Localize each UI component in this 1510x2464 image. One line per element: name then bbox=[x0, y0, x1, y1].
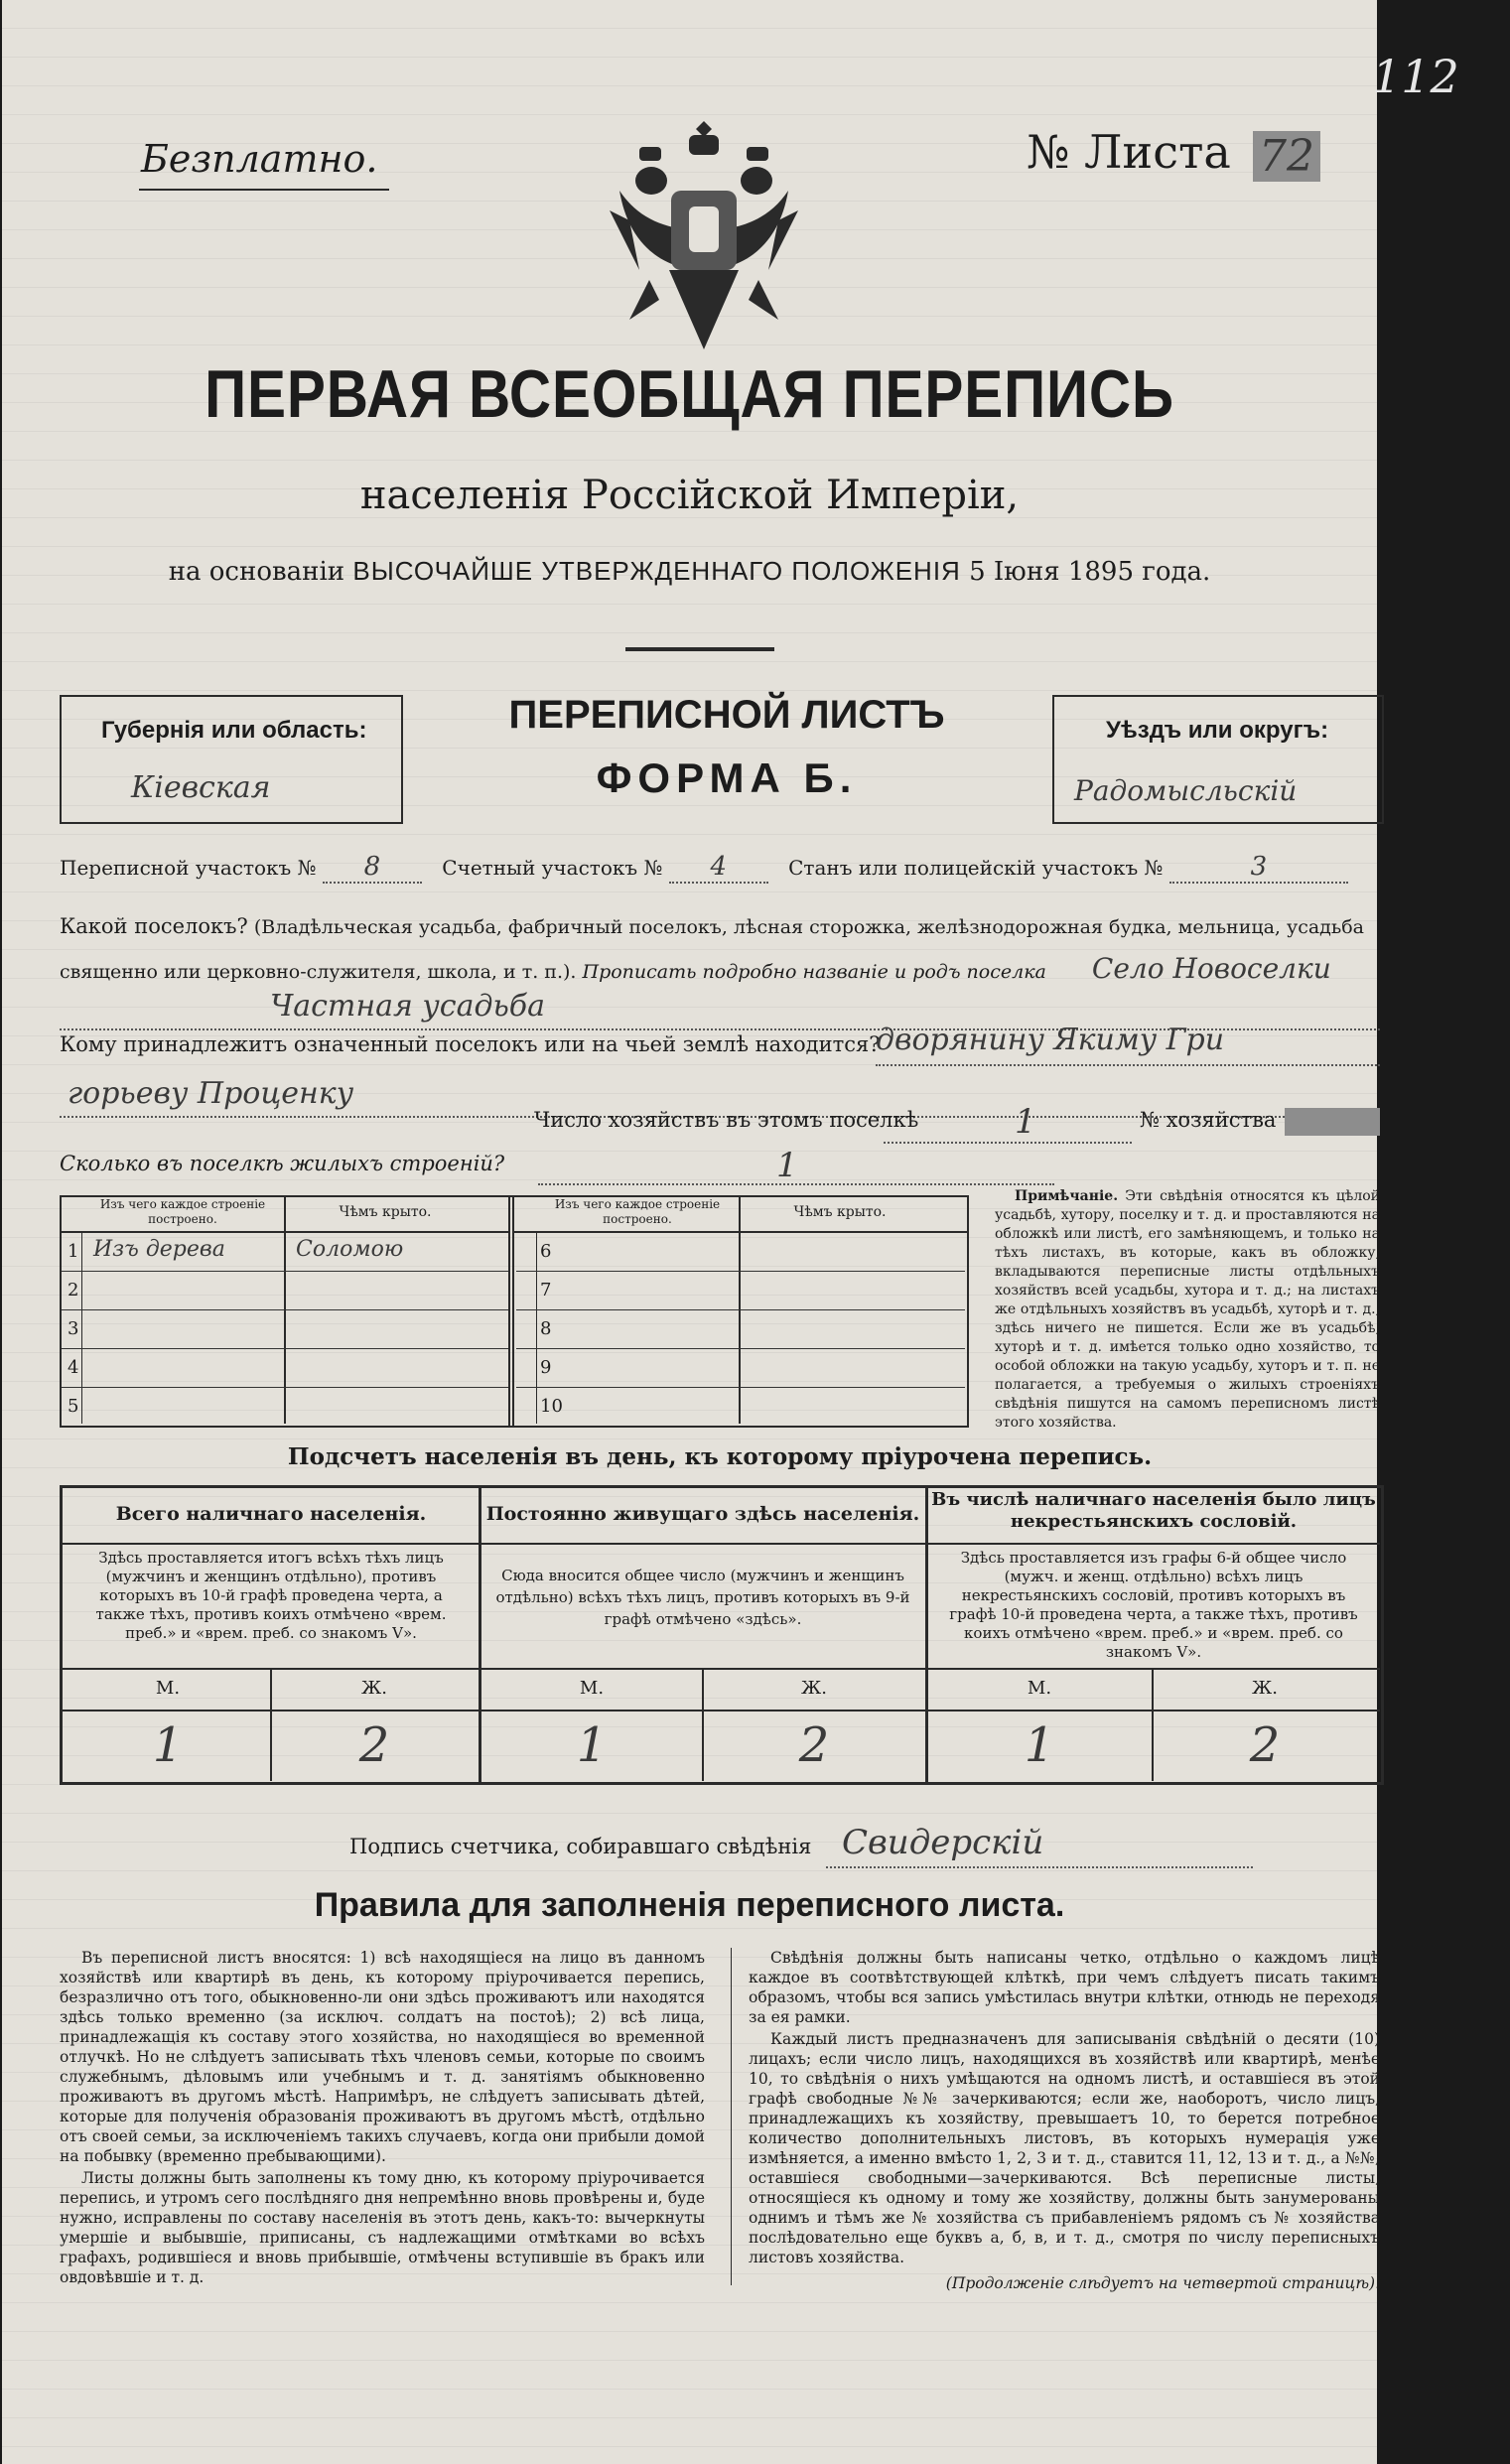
count-district-label: Счетный участокъ № bbox=[442, 856, 663, 880]
gubernia-label: Губернія или область: bbox=[101, 717, 367, 744]
rules-left-column bbox=[60, 1948, 705, 2289]
pop-col-desc: Здѣсь проставляется изъ графы 6-й общее число (мужч. и женщ. отдѣльно) всѣхъ лицъ некрестьянскихъ сословій, противъ которыхъ въ графѣ 10-й проведена черта, а также тѣхъ, противъ коихъ отмѣчено «врем. преб.» и «врем. преб. со знакомъ V». bbox=[949, 1549, 1358, 1661]
household-number-label: № хозяйства bbox=[1140, 1108, 1277, 1132]
male-label: М. bbox=[155, 1678, 181, 1699]
pop-col-desc: Сюда вносится общее число (мужчинъ и женщинъ отдѣльно) всѣхъ тѣхъ лицъ, противъ которыхъ въ 9-й графѣ отмѣчено «здѣсь». bbox=[495, 1567, 910, 1628]
female-label: Ж. bbox=[361, 1678, 387, 1699]
row-number: 2 bbox=[68, 1280, 79, 1300]
row-roof[interactable]: Соломою bbox=[296, 1237, 404, 1262]
census-district-label: Переписной участокъ № bbox=[60, 856, 317, 880]
row-number: 1 bbox=[68, 1241, 79, 1262]
population-heading: Подсчетъ населенія въ день, къ которому пріурочена перепись. bbox=[287, 1443, 1153, 1470]
resident-female-value[interactable]: 2 bbox=[798, 1717, 830, 1773]
female-label: Ж. bbox=[801, 1678, 827, 1699]
census-form-page bbox=[2, 0, 1459, 2464]
pop-col-title: Въ числѣ наличнаго населенія было лицъ некрестьянскихъ сословій. bbox=[931, 1489, 1376, 1532]
household-number-redaction bbox=[1285, 1108, 1380, 1136]
owner-value-1[interactable]: дворянину Якиму Гри bbox=[876, 1023, 1225, 1057]
rules-right-paragraph-1: Свѣдѣнія должны быть написаны четко, отдѣльно о каждомъ лицѣ каждое въ соотвѣтствующей клѣткѣ, при чемъ слѣдуетъ писать такимъ образомъ, чтобы вся запись умѣстилась внутри клѣтки, отнюдь не переходя за ея рамки. bbox=[749, 1949, 1380, 2026]
row-number: 6 bbox=[540, 1241, 552, 1262]
settlement-block bbox=[60, 905, 1380, 993]
signature-value[interactable]: Свидерскій bbox=[842, 1823, 1044, 1862]
male-label: М. bbox=[579, 1678, 605, 1699]
pop-mf-sep-2 bbox=[702, 1668, 704, 1781]
settlement-hint: (Владѣльческая усадьба, фабричный поселокъ, лѣсная сторожка, желѣзнодорожная будка, мельница, усадьба священно или церковно-служителя, школа, и т. п.). bbox=[60, 916, 1364, 983]
pop-col-sep-2 bbox=[925, 1485, 928, 1783]
stan-value[interactable]: 3 bbox=[1169, 852, 1348, 884]
nonpeasant-male-value[interactable]: 1 bbox=[1024, 1717, 1055, 1773]
row-number: 8 bbox=[540, 1318, 552, 1339]
row-material[interactable]: Изъ дерева bbox=[93, 1237, 225, 1262]
free-label-underline bbox=[139, 189, 389, 191]
row-number: 9 bbox=[540, 1357, 552, 1378]
form-name: ФОРМА Б. bbox=[596, 754, 858, 801]
total-male-value[interactable]: 1 bbox=[152, 1717, 184, 1773]
col-material-left: Изъ чего каждое строеніе построено. bbox=[99, 1197, 266, 1226]
col-material-right: Изъ чего каждое строеніе построено. bbox=[554, 1197, 721, 1226]
rules-left-paragraph-2: Листы должны быть заполнены къ тому дню, къ которому пріурочивается перепись, и утромъ сего послѣдняго дня непремѣнно вновь провѣрены и, буде нужно, исправлены по составу населенія въ этотъ день, какъ-то: вычеркнуты умершіе и выбывшіе, приписаны, съ надлежащими отмѣтками во всѣхъ графахъ, родившіеся и вновь прибывшіе, отмѣчены вступившіе въ бракъ или овдовѣвшіе и т. д. bbox=[60, 2169, 705, 2286]
imperial-eagle-icon bbox=[610, 121, 798, 359]
rules-right-paragraph-2: Каждый листъ предназначенъ для записыванія свѣдѣній о десяти (10) лицахъ; если число лицъ, находящихся въ хозяйствѣ или квартирѣ, менѣе 10, то свѣдѣнія о нихъ умѣщаются на одномъ листѣ, и оставшіеся въ этой графѣ свободные №№ зачеркиваются; если же, наоборотъ, число лицъ, принадлежащихъ къ хозяйству, превышаетъ 10, то берется потребное количество дополнительныхъ листовъ, въ которыхъ нумерація уже измѣняется, а именно вмѣсто 1, 2, 3 и т. д., ставится 11, 12, 13 и т. д., а №№, оставшіеся свободными—зачеркиваются. Всѣ переписные листы, относящіеся къ одному и тому же хозяйству, должны быть занумерованы однимъ и тѣмъ же № хозяйства съ прибавленіемъ рядомъ съ № хозяйства послѣдовательно еще буквъ а, б, в, и т. д., смотря по числу переписныхъ листовъ хозяйства. bbox=[749, 2030, 1380, 2266]
row-number: 7 bbox=[540, 1280, 552, 1300]
uezd-label: Уѣздъ или округъ: bbox=[1106, 717, 1329, 744]
basis-suffix: 5 Іюня 1895 года. bbox=[969, 557, 1211, 587]
right-rows bbox=[516, 1233, 965, 1426]
table-row bbox=[516, 1272, 965, 1310]
corner-number: 112 bbox=[1372, 50, 1459, 103]
settlement-value-1[interactable]: Село Новоселки bbox=[1091, 952, 1331, 985]
col-roof-left: Чѣмъ крыто. bbox=[339, 1204, 432, 1220]
settlement-instruction: Прописать подробно названіе и родъ поселка bbox=[582, 961, 1046, 983]
signature-line bbox=[826, 1866, 1253, 1868]
table-row bbox=[516, 1388, 965, 1426]
owner-question: Кому принадлежитъ означенный поселокъ или на чьей землѣ находится? bbox=[60, 1032, 881, 1056]
left-rows bbox=[62, 1233, 508, 1426]
basis-line bbox=[2, 556, 1377, 587]
rules-right-column bbox=[749, 1948, 1380, 2293]
households-label: Число хозяйствъ въ этомъ поселкѣ bbox=[534, 1108, 919, 1132]
basis-prefix: на основаніи bbox=[168, 557, 345, 587]
form-subtitle: населенія Россійской Имперіи, bbox=[359, 473, 1020, 518]
row-number: 10 bbox=[540, 1396, 563, 1417]
table-row bbox=[516, 1349, 965, 1388]
table-row bbox=[62, 1349, 508, 1388]
pop-col-sep-1 bbox=[479, 1485, 481, 1783]
table-row bbox=[62, 1310, 508, 1349]
resident-male-value[interactable]: 1 bbox=[576, 1717, 608, 1773]
male-label: М. bbox=[1027, 1678, 1052, 1699]
pop-col-desc: Здѣсь проставляется итогъ всѣхъ тѣхъ лицъ (мужчинъ и женщинъ отдѣльно), противъ которыхъ въ 10-й графѣ проведена черта, а также тѣхъ, противъ коихъ отмѣчено «врем. преб.» и «врем. преб. со знакомъ V». bbox=[95, 1549, 447, 1642]
form-title-box: ПЕРЕПИСНОЙ ЛИСТЪ bbox=[508, 693, 945, 737]
uezd-value[interactable]: Радомысльскій bbox=[1074, 774, 1298, 807]
pop-mf-line-bottom bbox=[62, 1710, 1380, 1711]
settlement-value-2[interactable]: Частная усадьба bbox=[270, 989, 546, 1024]
row-number: 5 bbox=[68, 1396, 79, 1417]
table-row bbox=[516, 1310, 965, 1349]
gubernia-value[interactable]: Кіевская bbox=[131, 770, 271, 805]
note-block bbox=[995, 1187, 1380, 1433]
households-line bbox=[884, 1142, 1132, 1144]
nonpeasant-female-value[interactable]: 2 bbox=[1249, 1717, 1281, 1773]
col-roof-right: Чѣмъ крыто. bbox=[793, 1204, 887, 1220]
sheet-number-label: № Листа bbox=[1027, 125, 1231, 179]
title-divider bbox=[625, 647, 774, 651]
total-female-value[interactable]: 2 bbox=[358, 1717, 390, 1773]
female-label: Ж. bbox=[1252, 1678, 1278, 1699]
pop-title-line bbox=[62, 1543, 1380, 1545]
buildings-label: Сколько въ поселкѣ жилыхъ строеній? bbox=[60, 1152, 505, 1175]
bleed-through-header bbox=[62, 199, 1303, 213]
table-row bbox=[516, 1233, 965, 1272]
count-district-value[interactable]: 4 bbox=[669, 852, 768, 884]
sheet-number-value: 72 bbox=[1253, 131, 1320, 182]
settlement-question: Какой поселокъ? bbox=[60, 914, 248, 938]
note-label: Примѣчаніе. bbox=[1015, 1188, 1119, 1204]
note-text: Эти свѣдѣнія относятся къ цѣлой усадьбѣ, хутору, поселку и т. д. и проставляются на обложкѣ или листѣ, его замѣняющемъ, и только на тѣхъ листахъ, въ которые, какъ въ обложку, вкладываются переписные листы отдѣльныхъ хозяйствъ всей усадьбы, хутора и т. д.; на листахъ же отдѣльныхъ хозяйствъ въ усадьбѣ, хуторѣ и т. д., здѣсь ничего не пишется. Если же въ усадьбѣ, хуторѣ и т. д. имѣется только одно хозяйство, то особой обложки на такую усадьбу, хуторъ и т. п. не полагается, а требуемыя о жилыхъ строеніяхъ свѣдѣнія пишутся на самомъ переписномъ листѣ этого хозяйства. bbox=[995, 1188, 1380, 1431]
rules-continued: (Продолженіе слѣдуетъ на четвертой страницѣ). bbox=[945, 2274, 1380, 2292]
table-row bbox=[62, 1233, 508, 1272]
stan-label: Станъ или полицейскій участокъ № bbox=[788, 856, 1164, 880]
row-number: 3 bbox=[68, 1318, 79, 1339]
pop-col-title: Постоянно живущаго здѣсь населенія. bbox=[485, 1503, 920, 1525]
row-number: 4 bbox=[68, 1357, 79, 1378]
owner-value-2[interactable]: горьеву Проценку bbox=[68, 1076, 354, 1111]
rules-column-divider bbox=[731, 1948, 732, 2285]
pop-col-title: Всего наличнаго населенія. bbox=[115, 1503, 427, 1525]
pop-mf-line-top bbox=[62, 1668, 1380, 1670]
census-district-value[interactable]: 8 bbox=[323, 852, 422, 884]
buildings-line bbox=[538, 1183, 1054, 1185]
free-label: Безплатно. bbox=[141, 137, 378, 181]
basis-caps: ВЫСОЧАЙШЕ УТВЕРЖДЕННАГО ПОЛОЖЕНІЯ bbox=[352, 556, 961, 586]
table-row bbox=[62, 1388, 508, 1426]
signature-label: Подпись счетчика, собиравшаго свѣдѣнія bbox=[349, 1835, 812, 1858]
table-row bbox=[62, 1272, 508, 1310]
households-value[interactable]: 1 bbox=[1015, 1102, 1036, 1142]
form-title: ПЕРВАЯ ВСЕОБЩАЯ ПЕРЕПИСЬ bbox=[205, 356, 1174, 432]
rules-title: Правила для заполненія переписного листа. bbox=[314, 1886, 1065, 1924]
buildings-value[interactable]: 1 bbox=[776, 1146, 798, 1185]
owner-line-1 bbox=[876, 1064, 1380, 1066]
rules-left-paragraph-1: Въ переписной листъ вносятся: 1) всѣ находящіеся на лицо въ данномъ хозяйствѣ или квартирѣ въ день, къ которому пріурочивается перепись, безразлично отъ того, обыкновенно-ли они здѣсь проживаютъ или находятся здѣсь только временно (за исключ. солдатъ на постоѣ); 2) всѣ лица, принадлежащія къ составу этого хозяйства, но находящіеся во временной отлучкѣ. Но не слѣдуетъ записывать тѣхъ членовъ семьи, которые по своимъ служебнымъ, дѣловымъ или учебнымъ и т. д. занятіямъ обыкновенно проживаютъ въ другомъ мѣстѣ. Напримѣръ, не слѣдуетъ записывать дѣтей, которые для полученія образованія проживаютъ въ другомъ мѣстѣ, отдѣльно отъ своей семьи, за исключеніемъ такихъ случаевъ, когда они прибыли домой на побывку (временно пребывающими). bbox=[60, 1949, 705, 2165]
district-row bbox=[60, 852, 1380, 884]
